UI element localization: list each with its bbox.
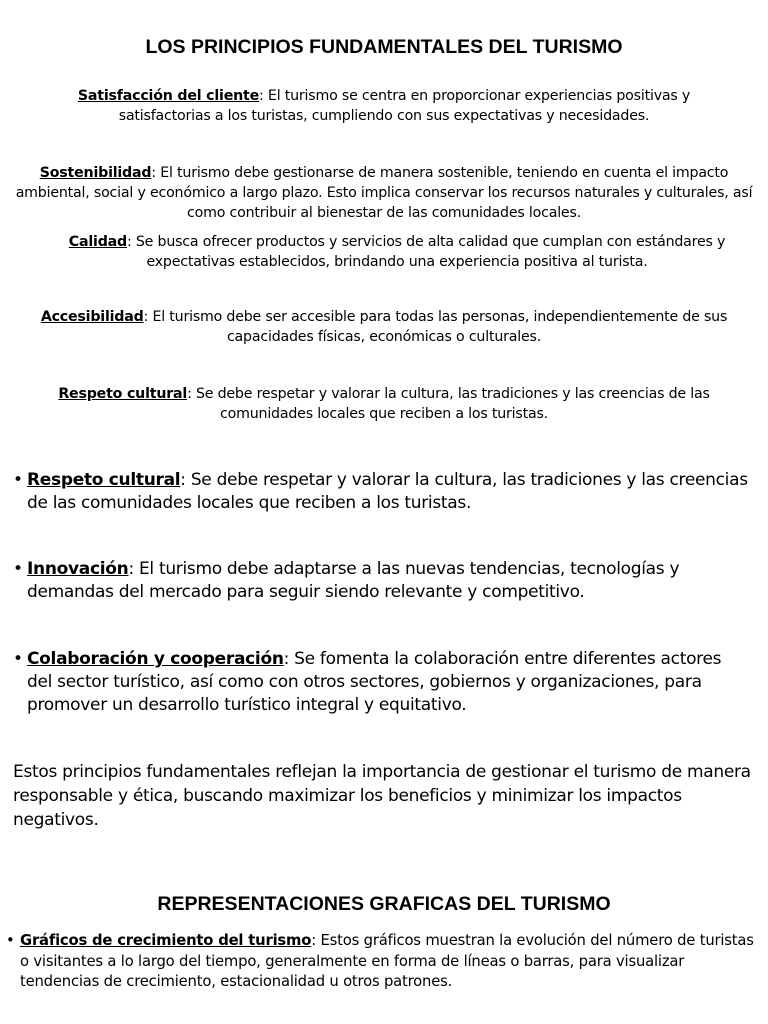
bullet-text: : Se debe respetar y valorar la cultura, las tradiciones y las creencias de las comunidades locales que reciben a los turistas. (27, 470, 748, 513)
bullet-innovacion (13, 558, 748, 604)
bullet-icon: • (13, 649, 23, 669)
principle-term: Calidad (68, 234, 127, 250)
principle-term: Respeto cultural (58, 386, 188, 402)
principle-sostenibilidad (10, 163, 758, 223)
principle-text: : El turismo debe gestionarse de manera sostenible, teniendo en cuenta el impacto ambiental, social y económico a largo plazo. Esto implica conservar los recursos naturales y culturales, así como contribuir al bienestar de las comunidades locales. (15, 165, 753, 221)
principle-text: : Se debe respetar y valorar la cultura, las tradiciones y las creencias de las comunidades locales que reciben a los turistas. (187, 386, 710, 422)
graphic-crecimiento (6, 931, 754, 993)
principle-calidad (36, 232, 758, 272)
principle-accesibilidad (12, 307, 756, 347)
section-title: REPRESENTACIONES GRAFICAS DEL TURISMO (157, 893, 611, 915)
bullet-term: Innovación (27, 559, 129, 579)
principle-text: : Se busca ofrecer productos y servicios de alta calidad que cumplan con estándares y expectativas establecidos, brindando una experiencia positiva al turista. (126, 234, 726, 270)
bullet-term: Colaboración y cooperación (27, 649, 284, 669)
bullet-text: : El turismo debe adaptarse a las nuevas tendencias, tecnologías y demandas del mercado para seguir siendo relevante y competitivo. (27, 559, 680, 602)
bullet-icon: • (13, 470, 23, 490)
bullet-respeto-cultural (13, 469, 748, 515)
principle-term: Satisfacción del cliente (77, 88, 260, 104)
principle-satisfaccion (50, 86, 718, 126)
bullet-icon: • (6, 932, 15, 949)
bullet-term: Respeto cultural (27, 470, 181, 490)
principle-term: Accesibilidad (40, 309, 144, 325)
bullet-colaboracion (13, 648, 748, 717)
principle-respeto (30, 384, 738, 424)
bullet-text: : Se fomenta la colaboración entre diferentes actores del sector turístico, así como con otros sectores, gobiernos y organizaciones, para promover un desarrollo turístico integral y equitativo. (27, 649, 722, 715)
bullet-icon: • (13, 559, 23, 579)
conclusion-paragraph: Estos principios fundamentales reflejan la importancia de gestionar el turismo de manera responsable y ética, buscando maximizar los beneficios y minimizar los impactos negativos. (13, 762, 751, 830)
principle-text: : El turismo debe ser accesible para todas las personas, independientemente de sus capacidades físicas, económicas o culturales. (143, 309, 728, 345)
graphic-term: Gráficos de crecimiento del turismo (20, 932, 312, 949)
page-title: LOS PRINCIPIOS FUNDAMENTALES DEL TURISMO (145, 36, 623, 58)
graphic-text: : Estos gráficos muestran la evolución del número de turistas o visitantes a lo largo del tiempo, generalmente en forma de líneas o barras, para visualizar tendencias de crecimiento, estacionalidad u otros patrones. (20, 932, 754, 990)
principle-term: Sostenibilidad (39, 165, 152, 181)
principle-text: : El turismo se centra en proporcionar experiencias positivas y satisfactorias a los turistas, cumpliendo con sus expectativas y necesidades. (118, 88, 691, 124)
